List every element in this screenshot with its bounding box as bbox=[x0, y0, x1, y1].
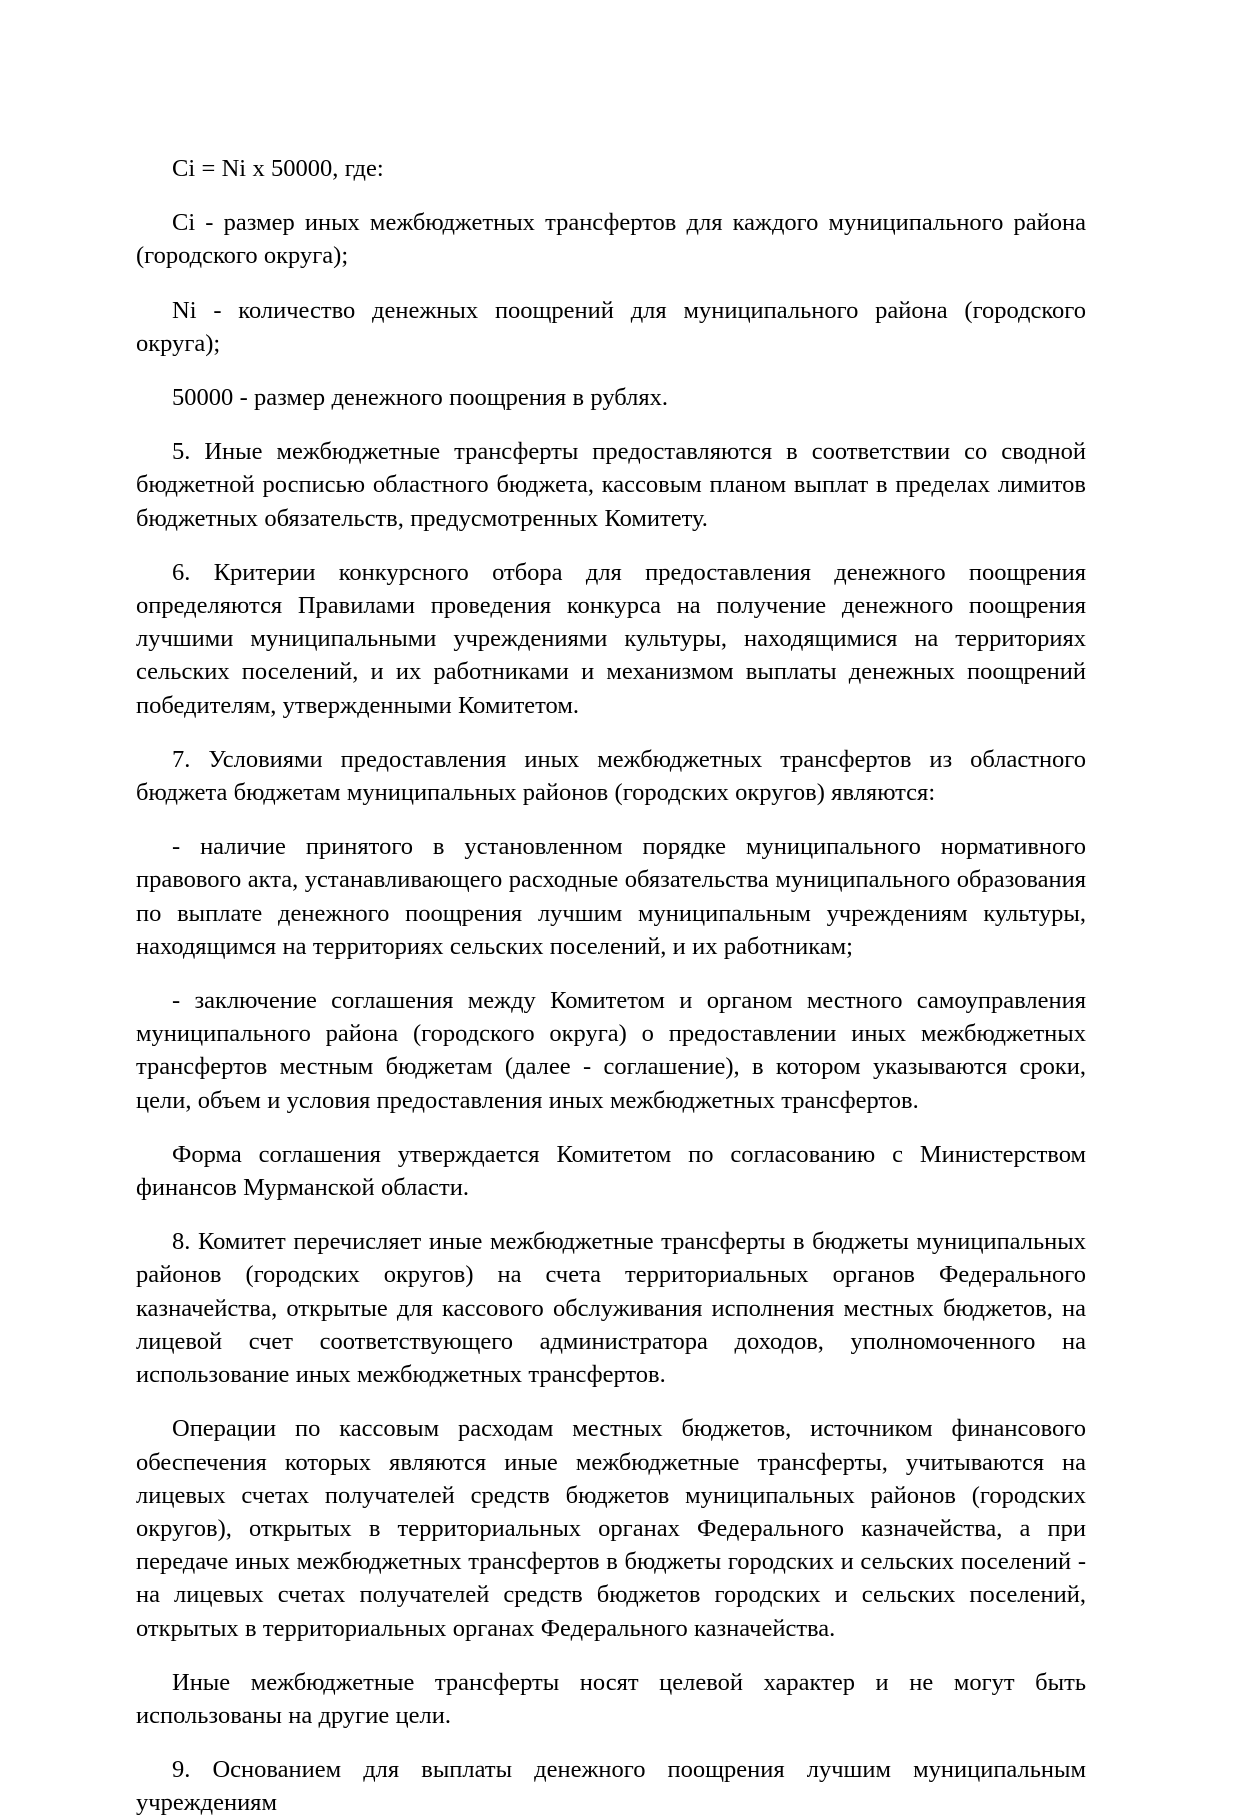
paragraph-definition-ni: Ni - количество денежных поощрений для муниципального района (городского округа); bbox=[136, 296, 1086, 357]
document-body bbox=[136, 152, 1086, 1820]
paragraph-definition-ci: Ci - размер иных межбюджетных трансфертов для каждого муниципального района (городского округа); bbox=[136, 209, 1086, 270]
paragraph-definition-amount: 50000 - размер денежного поощрения в рублях. bbox=[172, 384, 668, 412]
paragraph-agreement-form: Форма соглашения утверждается Комитетом по согласованию с Министерством финансов Мурманской области. bbox=[136, 1140, 1086, 1202]
paragraph-clause-6: 6. Критерии конкурсного отбора для предоставления денежного поощрения определяются Правилами проведения конкурса на получение денежного поощрения лучшими муниципальными учреждениями культуры, находящимися на территориях сельских поселений, и их работниками и механизмом выплаты денежных поощрений победителям, утвержденными Комитетом. bbox=[136, 558, 1086, 719]
paragraph-clause-5: 5. Иные межбюджетные трансферты предоставляются в соответствии со сводной бюджетной росписью областного бюджета, кассовым планом выплат в пределах лимитов бюджетных обязательств, предусмотренных Комитету. bbox=[136, 438, 1086, 532]
paragraph-clause-7: 7. Условиями предоставления иных межбюджетных трансфертов из областного бюджета бюджетам муниципальных районов (городских округов) являются: bbox=[136, 745, 1086, 807]
paragraph-clause-8: 8. Комитет перечисляет иные межбюджетные трансферты в бюджеты муниципальных районов (городских округов) на счета территориальных органов Федерального казначейства, открытые для кассового обслуживания исполнения местных бюджетов, на лицевой счет соответствующего администратора доходов, уполномоченного на использование иных межбюджетных трансфертов. bbox=[136, 1228, 1086, 1389]
paragraph-formula: Ci = Ni x 50000, где: bbox=[172, 155, 384, 182]
paragraph-targeted-use: Иные межбюджетные трансферты носят целевой характер и не могут быть использованы на другие цели. bbox=[136, 1668, 1086, 1729]
paragraph-clause-7-item-1: - наличие принятого в установленном порядке муниципального нормативного правового акта, устанавливающего расходные обязательства муниципального образования по выплате денежного поощрения лучшим муниципальным учреждениям культуры, находящимся на территориях сельских поселений, и их работникам; bbox=[136, 833, 1086, 960]
paragraph-clause-7-item-2: - заключение соглашения между Комитетом и органом местного самоуправления муниципального района (городского округа) о предоставлении иных межбюджетных трансфертов местным бюджетам (далее - соглашение), в котором указываются сроки, цели, объем и условия предоставления иных межбюджетных трансфертов. bbox=[136, 987, 1086, 1114]
paragraph-cash-operations: Операции по кассовым расходам местных бюджетов, источником финансового обеспечения которых являются иные межбюджетные трансферты, учитываются на лицевых счетах получателей средств бюджетов муниципальных районов (городских округов), открытых в территориальных органах Федерального казначейства, а при передаче иных межбюджетных трансфертов в бюджеты городских и сельских поселений - на лицевых счетах получателей средств бюджетов городских и сельских поселений, открытых в территориальных органах Федерального казначейства. bbox=[136, 1415, 1086, 1642]
paragraph-clause-9: 9. Основанием для выплаты денежного поощрения лучшим муниципальным учреждениям bbox=[136, 1756, 1086, 1817]
